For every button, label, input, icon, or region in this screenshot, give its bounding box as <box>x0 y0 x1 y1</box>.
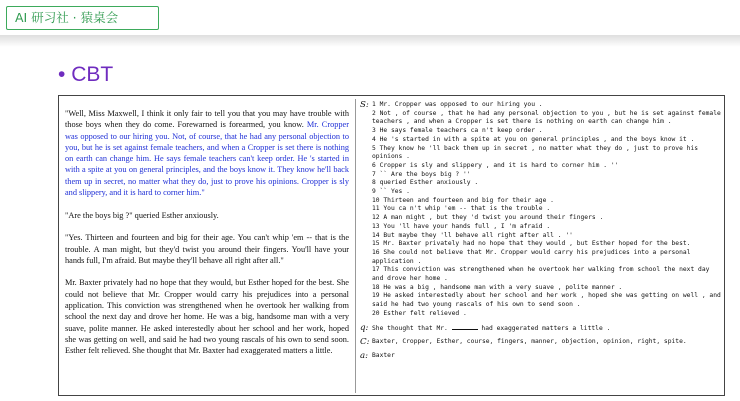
bullet: • <box>58 63 66 86</box>
sentence-line: 7 `` Are the boys big ? '' <box>372 170 471 178</box>
query-after: had exaggerated matters a little . <box>481 324 611 332</box>
sentence-line: 8 queried Esther anxiously . <box>372 179 479 187</box>
story-paragraph-3: "Yes. Thirteen and fourteen and big for their age. You can't whip 'em -- that is the trouble. A man might, but they'd twist you around their fingers. You'll have your hands full, I'm afraid. But maybe they'll behave all right after all." <box>65 233 349 265</box>
sentence-line: 17 This conviction was strengthened when he overtook her walking from school the next day and drove her home . <box>372 266 714 283</box>
sentence-line: 4 He 's started in with a spite at you on general principles , and the boys know it . <box>372 135 695 143</box>
sentence-line: 18 He was a big , handsome man with a very suave , polite manner . <box>372 283 623 291</box>
example-panel <box>58 95 725 396</box>
sentence-line: 20 Esther felt relieved . <box>372 309 467 317</box>
sentence-line: 5 They know he 'll back them up in secret , no matter what they do , just to prove his opinions . <box>372 144 702 161</box>
sentence-line: 6 Cropper is sly and slippery , and it is hard to corner him . '' <box>372 161 619 169</box>
query-label: q: <box>360 322 369 333</box>
story-paragraph-1 <box>65 108 349 198</box>
header-shadow-bar <box>0 35 740 47</box>
sentence-list <box>372 101 725 319</box>
sentence-line: 12 A man might , but they 'd twist you around their fingers . <box>372 214 604 222</box>
sentence-line: 15 Mr. Baxter privately had no hope that they would , but Esther hoped for the best. <box>372 240 691 248</box>
sentence-line: 13 You 'll have your hands full , I 'm afraid . <box>372 222 551 230</box>
story-paragraph-2: "Are the boys big ?" queried Esther anxiously. <box>65 210 219 220</box>
column-divider <box>355 99 356 393</box>
slide-title-text: CBT <box>71 63 114 86</box>
answer-label: a: <box>360 351 369 362</box>
sentence-line: 1 Mr. Cropper was opposed to our hiring you . <box>372 101 543 108</box>
sentence-line: 19 He asked interestedly about her school and her work , hoped she was getting on well , and said he had two young rascals of his own to send soon . <box>372 292 725 309</box>
slide-title <box>58 63 113 87</box>
sentence-line: 11 You ca n't whip 'em -- that is the trouble . <box>372 205 551 213</box>
query-row <box>360 324 722 334</box>
candidates-text: Baxter, Cropper, Esther, course, fingers, manner, objection, opinion, right, spite. <box>372 338 687 346</box>
sentences-row <box>360 100 725 319</box>
candidates-row <box>360 338 722 347</box>
sentence-line: 14 But maybe they 'll behave all right after all . '' <box>372 231 573 239</box>
query-text <box>372 324 722 334</box>
story-paragraph-4: Mr. Baxter privately had no hope that they would, but Esther hoped for the best. She could not believe that Mr. Cropper would carry his prejudices into a personal application. This conviction was strengthened when he overtook her walking from school the next day and drove her home. He was a big, handsome man with a very suave, polite manner. He asked interestedly about her school and her work, hoped she was getting on well, and said he had two young rascals of his own to send soon. Esther felt relieved. She thought that Mr. Baxter had exaggerated matters a little. <box>65 278 349 356</box>
story-text-context: "Well, Miss Maxwell, I think it only fair to tell you that you may have trouble with those boys when they do come. Forewarned is forearmed, you know. <box>65 109 349 130</box>
sentence-line: 9 `` Yes . <box>372 188 410 196</box>
story-passage <box>65 108 349 368</box>
candidates-label: C: <box>360 337 370 348</box>
sentences-label: S: <box>360 100 369 110</box>
query-blank <box>452 324 478 330</box>
sentence-line: 10 Thirteen and fourteen and big for their age . <box>372 196 554 204</box>
sentence-line: 16 She could not believe that Mr. Cropper would carry his prejudices into a personal application . <box>372 248 695 265</box>
query-before: She thought that Mr. <box>372 324 448 332</box>
brand-badge: AI 研习社 · 猿桌会 <box>6 6 159 30</box>
sentence-line: 2 Not , of course , that he had any personal objection to you , but he is set against female teachers , and when a Cropper is set there is nothing on earth can change him . <box>372 109 725 126</box>
answer-row <box>360 352 722 361</box>
sentence-line: 3 He says female teachers ca n't keep order . <box>372 127 543 135</box>
cbt-sample <box>360 100 725 362</box>
story-text-highlight: Mr. Cropper was opposed to our hiring you. Not, of course, that he had any personal objection to you, but he is set against female teachers, and when a Cropper is set there is nothing on earth can change him. He says female teachers can't keep order. He 's started in with a spite at you on general principles, and the boys know it. They know he'll back them up in secret, no matter what they do, just to prove his opinions. Cropper is sly and slippery, and it is hard to corner him." <box>65 120 349 198</box>
answer-text: Baxter <box>372 352 395 360</box>
